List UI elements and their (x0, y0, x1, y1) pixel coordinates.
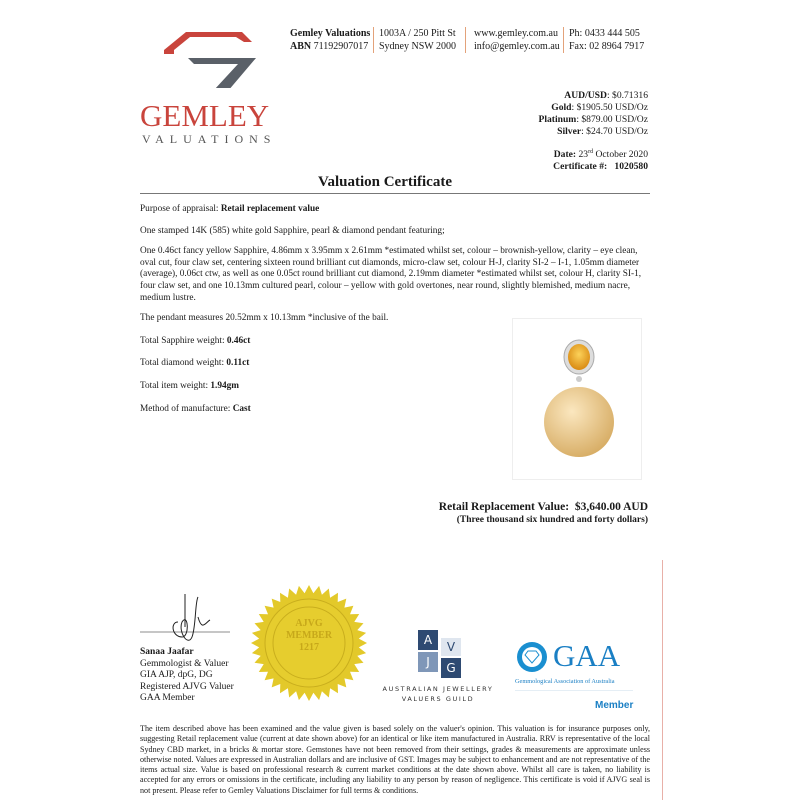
item-weight: 1.94gm (210, 380, 240, 391)
sapphire-weight-label: Total Sapphire weight: (140, 335, 225, 346)
retail-value-words: (Three thousand six hundred and forty dollars) (456, 515, 648, 525)
retail-value (439, 501, 648, 513)
divider (465, 27, 466, 53)
address-block (379, 27, 456, 53)
purpose-value: Retail replacement value (220, 204, 320, 214)
page-edge (662, 560, 663, 800)
ajvg-logo (378, 630, 498, 704)
ajvg-seal (250, 584, 368, 702)
title-rule (140, 193, 650, 194)
phone-block (569, 27, 644, 53)
ajvg-letter-j: J (418, 652, 438, 672)
silver-label: Silver (557, 126, 582, 137)
platinum-rate: : $879.00 USD/Oz (576, 114, 648, 125)
diamond-logo-icon (160, 28, 270, 88)
certificate-label: Certificate #: (553, 161, 608, 173)
seal-line1: AJVG (295, 618, 323, 629)
logo-sub: VALUATIONS (142, 132, 277, 146)
signatory-role: Gemmologist & Valuer (140, 658, 229, 669)
metal-rates (538, 90, 648, 173)
date-month-year: October 2020 (595, 149, 648, 161)
date-day: 23 (578, 149, 589, 161)
retail-value-amount: $3,640.00 AUD (574, 501, 648, 513)
gold-label: Gold (551, 102, 572, 113)
item-weight-label: Total item weight: (140, 380, 209, 391)
web-block (474, 27, 560, 53)
pendant-photo (512, 318, 642, 480)
gaa-rule (515, 690, 633, 691)
abn-label: ABN (290, 41, 312, 52)
signatory-qualifications: GIA AJP, dpG, DG (140, 670, 213, 681)
diamond-weight: 0.11ct (226, 358, 250, 369)
pendant-image-icon (513, 319, 641, 479)
seal-text (250, 618, 368, 654)
item-measurements: The pendant measures 20.52mm x 10.13mm *inclusive of the bail. (140, 313, 389, 324)
ajvg-letter-v: V (441, 638, 461, 656)
method-value: Cast (232, 403, 251, 414)
signatory-block (140, 647, 234, 705)
aud-rate: : $0.71316 (606, 90, 648, 101)
gaa-full-name: Gemmological Association of Australia (515, 678, 615, 685)
divider (563, 27, 564, 53)
disclaimer: The item described above has been examined and the value given is based solely on the valuer's opinion. This valuation is for insurance purposes only, suggesting Retail replacement value (current at date shown above) for an identical or like item manufactured in Australia. RRV is representative of the local Sydney CBD market, in a bricks & mortar store. Gemstones have not been removed from their settings, grades & measurements are approximate unless otherwise noted. Values are expressed in Australian dollars and are inclusive of GST. Images may be subject to enhancement and are not representative of the items actual size. Value is based on professional research & current market conditions at the date shown above. Whilst all care is taken, no liability is accepted for any errors or omissions in the certificate, including any liability to any person by reason of negligence. This certificate is void if AJVG seal is not present. Please refer to Gemley Valuations Disclaimer for full terms & conditions. (140, 724, 650, 795)
ajvg-name-line2: VALUERS GUILD (401, 695, 475, 703)
address-line2: Sydney NSW 2000 (379, 41, 457, 52)
logo-brand: GEMLEY (140, 98, 270, 133)
sapphire-weight: 0.46ct (226, 335, 251, 346)
silver-rate: : $24.70 USD/Oz (581, 126, 648, 137)
abn: 71192907017 (313, 41, 369, 52)
signatory-membership: GAA Member (140, 693, 195, 704)
signatory-name: Sanaa Jaafar (140, 647, 194, 657)
phone: Ph: 0433 444 505 (569, 28, 640, 39)
method-label: Method of manufacture: (140, 403, 231, 414)
company-block (290, 27, 370, 53)
address-line1: 1003A / 250 Pitt St (379, 28, 456, 39)
aud-label: AUD/USD (564, 90, 607, 101)
company-name: Gemley Valuations (290, 28, 371, 39)
seal-line2: MEMBER (285, 630, 333, 641)
platinum-label: Platinum (538, 114, 577, 125)
item-intro: One stamped 14K (585) white gold Sapphire, pearl & diamond pendant featuring; (140, 225, 445, 236)
certificate-number: 1020580 (614, 161, 648, 173)
gold-rate: : $1905.50 USD/Oz (571, 102, 648, 113)
gaa-abbreviation: GAA (553, 638, 621, 673)
website-link[interactable]: www.gemley.com.au (474, 28, 558, 39)
gemley-logo (140, 28, 277, 153)
divider (373, 27, 374, 53)
date-label: Date: (553, 149, 577, 161)
page-title: Valuation Certificate (317, 174, 452, 190)
gaa-member-label: Member (595, 700, 634, 711)
ajvg-letter-a: A (418, 630, 438, 650)
ajvg-letter-g: G (441, 658, 461, 678)
diamond-weight-label: Total diamond weight: (140, 358, 225, 369)
email-link[interactable]: info@gemley.com.au (474, 41, 560, 52)
date-suffix: rd (588, 149, 594, 155)
purpose-label: Purpose of appraisal: (140, 204, 219, 214)
signature-icon (140, 592, 230, 652)
signatory-registration: Registered AJVG Valuer (140, 681, 234, 692)
retail-value-label: Retail Replacement Value: (438, 501, 570, 513)
gaa-diamond-emblem-icon (515, 640, 549, 674)
seal-line3: 1217 (299, 642, 319, 653)
item-description: One 0.46ct fancy yellow Sapphire, 4.86mm x 3.95mm x 2.61mm *estimated whilst set, colour – brownish-yellow, clarity – eye clean, oval cut, four claw set, centering sixteen round brilliant cut diamonds, micro-claw set, colour H-J, clarity SI-2 – I-1, 1.05mm diameter (average), 0.06ct ctw, as well as one 0.05ct round brilliant cut diamond, 2.19mm diameter *estimated whilst set, colour H, clarity SI-1, four claw set, and one 10.13mm cultured pearl, colour – yellow with gold overtones, near round, slightly blemished, medium nacre, medium lustre. (140, 246, 642, 303)
fax: Fax: 02 8964 7917 (569, 41, 645, 52)
ajvg-name-line1: AUSTRALIAN JEWELLERY (382, 685, 494, 693)
